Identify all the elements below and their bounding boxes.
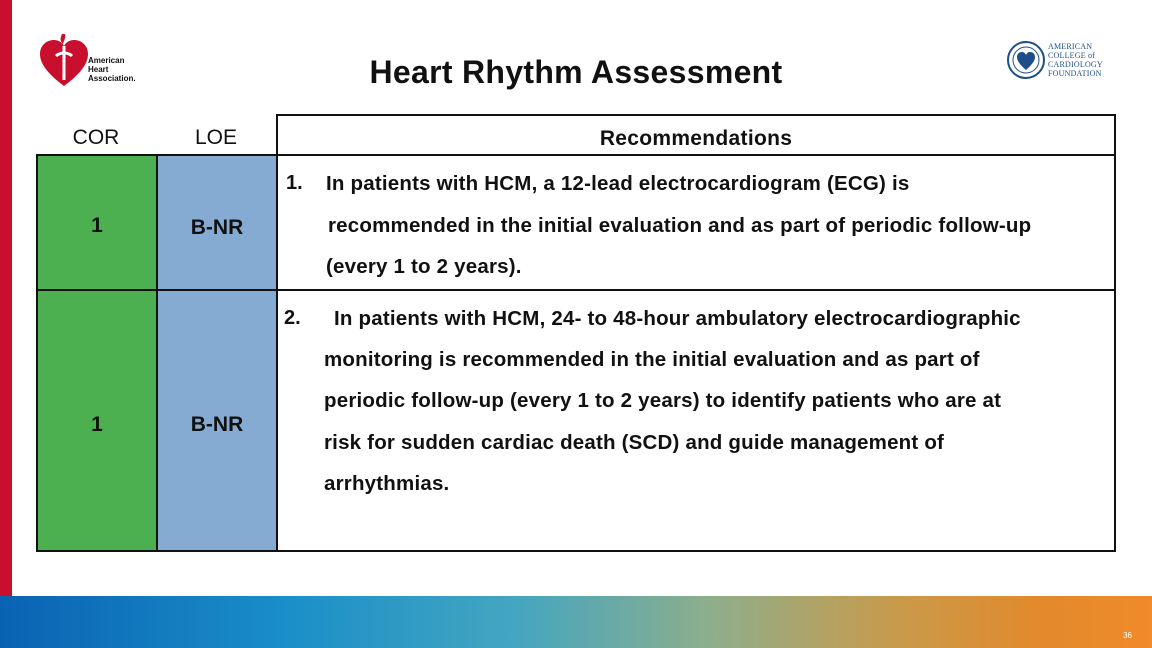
recommendation-line: (every 1 to 2 years). xyxy=(326,255,522,278)
page-title: Heart Rhythm Assessment xyxy=(369,54,783,90)
recommendation-number: 1. xyxy=(286,172,303,194)
recommendation-cell xyxy=(278,156,1114,291)
header-cor: COR xyxy=(72,126,120,149)
recommendation-line: monitoring is recommended in the initial evaluation and as part of xyxy=(324,348,980,371)
loe-cell xyxy=(158,291,278,550)
recommendation-number: 2. xyxy=(284,307,301,329)
recommendation-line: In patients with HCM, a 12-lead electrocardiogram (ECG) is xyxy=(326,172,910,195)
loe-value: B-NR xyxy=(190,216,244,239)
loe-value: B-NR xyxy=(190,413,244,436)
recommendation-line: recommended in the initial evaluation and as part of periodic follow-up xyxy=(328,214,1032,237)
recommendation-line: risk for sudden cardiac death (SCD) and guide management of xyxy=(324,431,945,454)
cor-cell xyxy=(38,156,158,291)
header-recommendations: Recommendations xyxy=(276,114,1116,154)
cor-value: 1 xyxy=(91,214,103,237)
recommendation-line: periodic follow-up (every 1 to 2 years) to identify patients who are at xyxy=(324,389,1002,412)
cor-value: 1 xyxy=(91,413,103,436)
recommendation-cell xyxy=(278,291,1114,550)
acc-logo-text: AMERICAN COLLEGE of CARDIOLOGY FOUNDATION xyxy=(1048,42,1103,78)
footer-gradient-band xyxy=(0,596,1152,648)
header-loe: LOE xyxy=(194,126,238,149)
recommendation-line: In patients with HCM, 24- to 48-hour ambulatory electrocardiographic xyxy=(334,307,1021,330)
loe-cell xyxy=(158,156,278,291)
recommendation-line: arrhythmias. xyxy=(324,472,450,495)
aha-logo-text: American Heart Association. xyxy=(88,56,136,83)
recommendations-table xyxy=(36,154,1116,552)
cor-cell xyxy=(38,291,158,550)
slide-number: 36 xyxy=(1123,631,1132,640)
